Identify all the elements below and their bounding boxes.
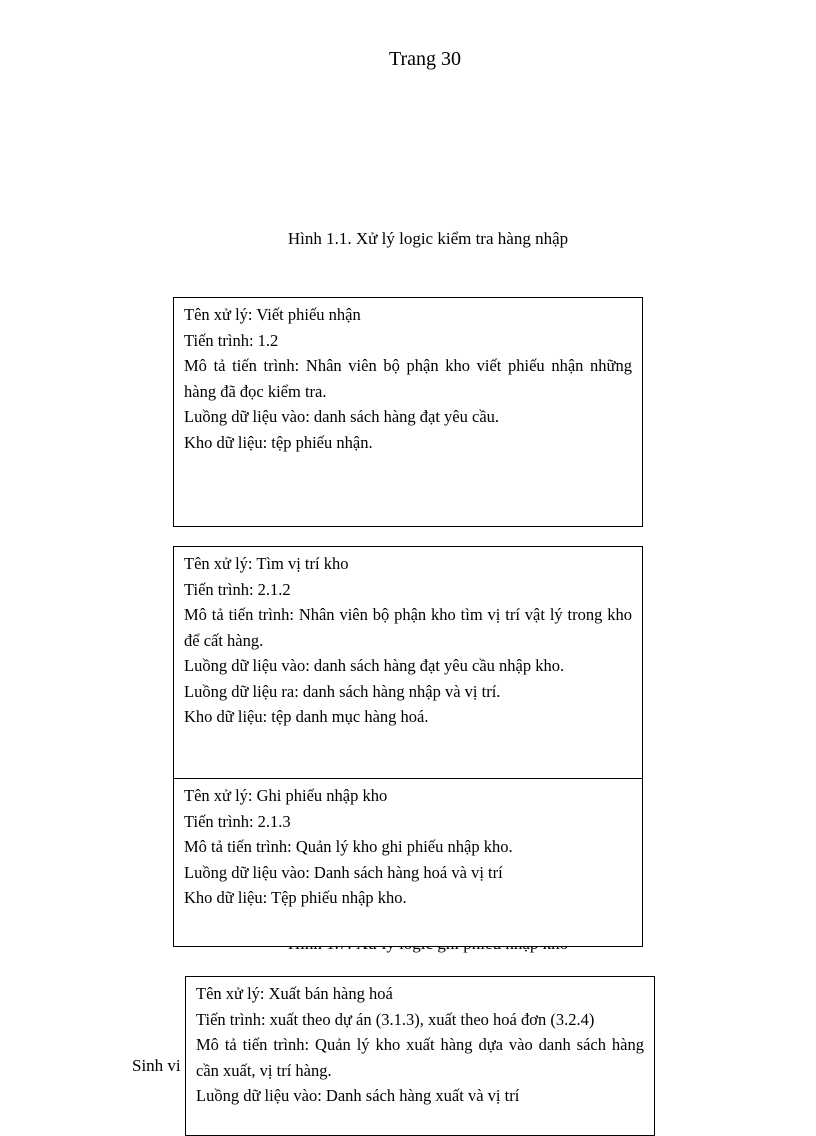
footer-text: Sinh vi xyxy=(132,1056,181,1075)
process-name: Tên xử lý: Ghi phiếu nhập kho xyxy=(184,786,388,805)
process-box-write-receipt xyxy=(173,297,643,527)
process-input-flow: Luồng dữ liệu vào: danh sách hàng đạt yêu cầu nhập kho. xyxy=(184,656,565,675)
process-box-record-receipt xyxy=(173,778,643,947)
page-number: Trang 30 xyxy=(388,48,462,70)
process-input-flow: Luồng dữ liệu vào: Danh sách hàng xuất và vị trí xyxy=(196,1086,520,1105)
process-description: Mô tả tiến trình: Quản lý kho xuất hàng dựa vào danh sách hàng cần xuất, vị trí hàng. xyxy=(196,1035,644,1080)
process-name: Tên xử lý: Tìm vị trí kho xyxy=(184,554,349,573)
process-id: Tiến trình: 2.1.3 xyxy=(184,811,291,831)
process-id: Tiến trình: 1.2 xyxy=(184,330,279,350)
process-input-flow: Luồng dữ liệu vào: danh sách hàng đạt yêu cầu. xyxy=(184,407,500,426)
process-description: Mô tả tiến trình: Nhân viên bộ phận kho tìm vị trí vật lý trong kho để cất hàng. xyxy=(184,605,632,650)
process-description: Mô tả tiến trình: Quản lý kho ghi phiếu nhập kho. xyxy=(184,837,513,856)
process-box-sell-goods xyxy=(185,976,655,1136)
process-data-store: Kho dữ liệu: tệp danh mục hàng hoá. xyxy=(184,707,429,726)
process-output-flow: Luồng dữ liệu ra: danh sách hàng nhập và vị trí. xyxy=(184,681,501,701)
figure-caption: Hình 1.1. Xử lý logic kiểm tra hàng nhập xyxy=(287,229,569,248)
process-box-find-location xyxy=(173,546,643,779)
process-id: Tiến trình: 2.1.2 xyxy=(184,579,291,599)
process-data-store: Kho dữ liệu: tệp phiếu nhận. xyxy=(184,432,373,452)
process-input-flow: Luồng dữ liệu vào: Danh sách hàng hoá và vị trí xyxy=(184,862,503,882)
process-name: Tên xử lý: Xuất bán hàng hoá xyxy=(196,984,393,1003)
process-name: Tên xử lý: Viết phiếu nhận xyxy=(184,305,361,324)
process-id: Tiến trình: xuất theo dự án (3.1.3), xuất theo hoá đơn (3.2.4) xyxy=(196,1009,595,1029)
process-data-store: Kho dữ liệu: Tệp phiếu nhập kho. xyxy=(184,888,407,907)
process-description: Mô tả tiến trình: Nhân viên bộ phận kho viết phiếu nhận những hàng đã đọc kiểm tra. xyxy=(184,356,632,401)
